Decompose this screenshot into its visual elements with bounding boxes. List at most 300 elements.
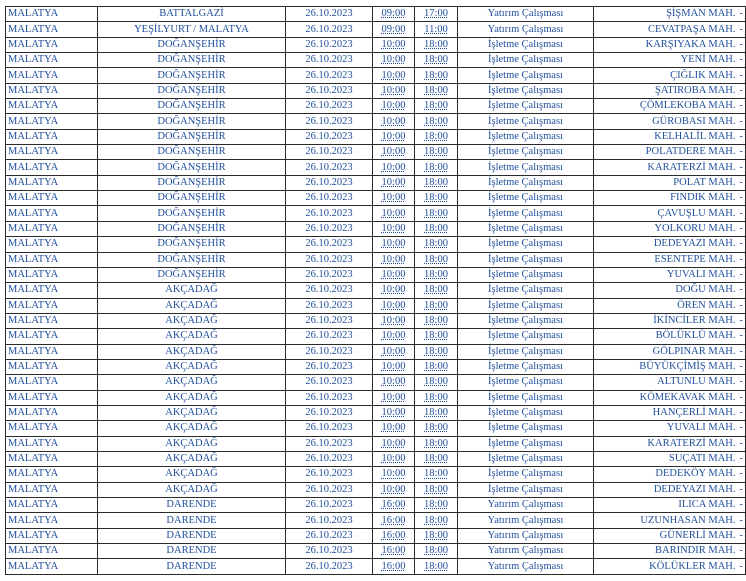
- neighborhood-cell: [594, 37, 746, 52]
- table-row: [6, 482, 746, 497]
- end-time: 18:00: [424, 269, 448, 281]
- table-row: [6, 175, 746, 190]
- date-cell: 26.10.2023: [286, 237, 373, 252]
- start-time-cell: [373, 237, 415, 252]
- end-time-cell: [415, 421, 458, 436]
- province-cell: MALATYA: [6, 313, 98, 328]
- separator-dash: -: [739, 253, 743, 265]
- end-time: 18:00: [424, 499, 448, 511]
- province-cell: MALATYA: [6, 436, 98, 451]
- date-cell: 26.10.2023: [286, 145, 373, 160]
- neighborhood-cell: [594, 513, 746, 528]
- start-time: 10:00: [381, 284, 406, 296]
- district-cell: DARENDE: [98, 498, 286, 513]
- start-time: 10:00: [381, 269, 406, 281]
- outage-table-body: [6, 7, 746, 575]
- reason-cell: İşletme Çalışması: [458, 99, 594, 114]
- end-time-cell: [415, 145, 458, 160]
- neighborhood-name: GÜROBASI MAH.: [652, 115, 736, 127]
- start-time: 10:00: [381, 54, 406, 66]
- reason-cell: Yatırım Çalışması: [458, 22, 594, 37]
- neighborhood-cell: [594, 22, 746, 37]
- neighborhood-name: KARATERZİ MAH.: [647, 437, 736, 449]
- start-time-cell: [373, 7, 415, 22]
- province-cell: MALATYA: [6, 390, 98, 405]
- end-time-cell: [415, 513, 458, 528]
- end-time-cell: [415, 482, 458, 497]
- separator-dash: -: [739, 54, 743, 66]
- table-row: [6, 344, 746, 359]
- neighborhood-name: YUVALI MAH.: [666, 422, 736, 434]
- end-time-cell: [415, 313, 458, 328]
- reason-cell: İşletme Çalışması: [458, 37, 594, 52]
- reason-cell: İşletme Çalışması: [458, 436, 594, 451]
- neighborhood-name: KELHALİL MAH.: [654, 130, 736, 142]
- district-cell: AKÇADAĞ: [98, 283, 286, 298]
- neighborhood-name: KÖLÜKLER MAH.: [649, 560, 736, 572]
- start-time: 10:00: [381, 146, 406, 158]
- start-time-cell: [373, 498, 415, 513]
- end-time-cell: [415, 252, 458, 267]
- end-time-cell: [415, 498, 458, 513]
- neighborhood-name: ILICA MAH.: [678, 499, 736, 511]
- end-time: 18:00: [424, 176, 448, 188]
- table-row: [6, 498, 746, 513]
- separator-dash: -: [739, 330, 743, 342]
- separator-dash: -: [739, 545, 743, 557]
- end-time-cell: [415, 344, 458, 359]
- end-time: 18:00: [424, 529, 448, 541]
- end-time: 11:00: [424, 23, 448, 35]
- start-time: 10:00: [381, 483, 406, 495]
- province-cell: MALATYA: [6, 68, 98, 83]
- neighborhood-name: ÖREN MAH.: [677, 299, 736, 311]
- reason-cell: İşletme Çalışması: [458, 160, 594, 175]
- separator-dash: -: [739, 391, 743, 403]
- separator-dash: -: [739, 269, 743, 281]
- district-cell: DOĞANŞEHİR: [98, 206, 286, 221]
- province-cell: MALATYA: [6, 498, 98, 513]
- date-cell: 26.10.2023: [286, 359, 373, 374]
- reason-cell: İşletme Çalışması: [458, 451, 594, 466]
- separator-dash: -: [739, 23, 743, 35]
- date-cell: 26.10.2023: [286, 467, 373, 482]
- neighborhood-cell: [594, 83, 746, 98]
- start-time: 10:00: [381, 376, 406, 388]
- end-time-cell: [415, 390, 458, 405]
- separator-dash: -: [739, 514, 743, 526]
- neighborhood-name: YUVALI MAH.: [666, 269, 736, 281]
- start-time: 10:00: [381, 192, 406, 204]
- province-cell: MALATYA: [6, 405, 98, 420]
- neighborhood-cell: [594, 436, 746, 451]
- table-row: [6, 252, 746, 267]
- neighborhood-name: POLATDERE MAH.: [645, 146, 736, 158]
- neighborhood-cell: [594, 405, 746, 420]
- date-cell: 26.10.2023: [286, 421, 373, 436]
- end-time-cell: [415, 191, 458, 206]
- start-time: 10:00: [381, 315, 406, 327]
- neighborhood-name: KARATERZİ MAH.: [647, 161, 736, 173]
- province-cell: MALATYA: [6, 513, 98, 528]
- end-time: 18:00: [424, 299, 448, 311]
- province-cell: MALATYA: [6, 544, 98, 559]
- end-time-cell: [415, 129, 458, 144]
- table-row: [6, 53, 746, 68]
- start-time: 10:00: [381, 84, 406, 96]
- start-time-cell: [373, 145, 415, 160]
- end-time: 18:00: [424, 407, 448, 419]
- start-time-cell: [373, 160, 415, 175]
- separator-dash: -: [739, 161, 743, 173]
- district-cell: AKÇADAĞ: [98, 329, 286, 344]
- province-cell: MALATYA: [6, 451, 98, 466]
- end-time-cell: [415, 359, 458, 374]
- district-cell: DOĞANŞEHİR: [98, 37, 286, 52]
- district-cell: DARENDE: [98, 559, 286, 574]
- start-time: 10:00: [381, 407, 406, 419]
- date-cell: 26.10.2023: [286, 559, 373, 574]
- district-cell: AKÇADAĞ: [98, 313, 286, 328]
- table-row: [6, 191, 746, 206]
- start-time-cell: [373, 252, 415, 267]
- neighborhood-cell: [594, 375, 746, 390]
- table-row: [6, 451, 746, 466]
- separator-dash: -: [739, 84, 743, 96]
- end-time-cell: [415, 160, 458, 175]
- end-time-cell: [415, 114, 458, 129]
- district-cell: DOĞANŞEHİR: [98, 160, 286, 175]
- start-time-cell: [373, 206, 415, 221]
- date-cell: 26.10.2023: [286, 99, 373, 114]
- separator-dash: -: [739, 222, 743, 234]
- start-time: 10:00: [381, 391, 406, 403]
- province-cell: MALATYA: [6, 114, 98, 129]
- start-time-cell: [373, 99, 415, 114]
- end-time: 18:00: [424, 468, 448, 480]
- start-time: 09:00: [381, 23, 406, 35]
- table-row: [6, 129, 746, 144]
- start-time-cell: [373, 390, 415, 405]
- reason-cell: İşletme Çalışması: [458, 390, 594, 405]
- start-time-cell: [373, 68, 415, 83]
- end-time: 18:00: [424, 560, 448, 572]
- end-time-cell: [415, 267, 458, 282]
- district-cell: DARENDE: [98, 544, 286, 559]
- reason-cell: İşletme Çalışması: [458, 405, 594, 420]
- start-time-cell: [373, 482, 415, 497]
- neighborhood-name: FINDIK MAH.: [670, 192, 736, 204]
- district-cell: AKÇADAĞ: [98, 451, 286, 466]
- neighborhood-name: DEDEYAZI MAH.: [653, 238, 736, 250]
- district-cell: DOĞANŞEHİR: [98, 145, 286, 160]
- reason-cell: İşletme Çalışması: [458, 175, 594, 190]
- start-time: 10:00: [381, 115, 406, 127]
- neighborhood-cell: [594, 145, 746, 160]
- separator-dash: -: [739, 422, 743, 434]
- end-time: 18:00: [424, 545, 448, 557]
- district-cell: DOĞANŞEHİR: [98, 267, 286, 282]
- district-cell: AKÇADAĞ: [98, 344, 286, 359]
- end-time: 18:00: [424, 514, 448, 526]
- separator-dash: -: [739, 315, 743, 327]
- reason-cell: İşletme Çalışması: [458, 206, 594, 221]
- district-cell: AKÇADAĞ: [98, 405, 286, 420]
- table-row: [6, 99, 746, 114]
- district-cell: AKÇADAĞ: [98, 375, 286, 390]
- table-row: [6, 22, 746, 37]
- start-time: 10:00: [381, 253, 406, 265]
- end-time-cell: [415, 375, 458, 390]
- start-time-cell: [373, 53, 415, 68]
- district-cell: DARENDE: [98, 513, 286, 528]
- district-cell: DOĞANŞEHİR: [98, 221, 286, 236]
- neighborhood-cell: [594, 467, 746, 482]
- start-time: 10:00: [381, 69, 406, 81]
- table-row: [6, 467, 746, 482]
- district-cell: AKÇADAĞ: [98, 359, 286, 374]
- neighborhood-name: DEDEYAZI MAH.: [653, 483, 736, 495]
- neighborhood-cell: [594, 99, 746, 114]
- start-time-cell: [373, 37, 415, 52]
- start-time: 10:00: [381, 422, 406, 434]
- end-time: 18:00: [424, 483, 448, 495]
- district-cell: DOĞANŞEHİR: [98, 191, 286, 206]
- neighborhood-cell: [594, 175, 746, 190]
- date-cell: 26.10.2023: [286, 436, 373, 451]
- end-time-cell: [415, 53, 458, 68]
- date-cell: 26.10.2023: [286, 191, 373, 206]
- neighborhood-name: BÜYÜKÇİMİŞ MAH.: [639, 361, 736, 373]
- reason-cell: İşletme Çalışması: [458, 68, 594, 83]
- outage-table: [5, 6, 746, 575]
- province-cell: MALATYA: [6, 344, 98, 359]
- province-cell: MALATYA: [6, 329, 98, 344]
- start-time-cell: [373, 559, 415, 574]
- neighborhood-name: UZUNHASAN MAH.: [640, 514, 736, 526]
- end-time-cell: [415, 175, 458, 190]
- separator-dash: -: [739, 38, 743, 50]
- neighborhood-cell: [594, 451, 746, 466]
- end-time-cell: [415, 329, 458, 344]
- province-cell: MALATYA: [6, 83, 98, 98]
- table-row: [6, 7, 746, 22]
- province-cell: MALATYA: [6, 191, 98, 206]
- province-cell: MALATYA: [6, 221, 98, 236]
- neighborhood-name: DOĞU MAH.: [675, 284, 736, 296]
- neighborhood-name: YOLKORU MAH.: [654, 222, 736, 234]
- neighborhood-cell: [594, 390, 746, 405]
- separator-dash: -: [739, 453, 743, 465]
- end-time-cell: [415, 99, 458, 114]
- province-cell: MALATYA: [6, 129, 98, 144]
- separator-dash: -: [739, 560, 743, 572]
- district-cell: DOĞANŞEHİR: [98, 83, 286, 98]
- end-time-cell: [415, 298, 458, 313]
- district-cell: DOĞANŞEHİR: [98, 99, 286, 114]
- end-time: 18:00: [424, 391, 448, 403]
- date-cell: 26.10.2023: [286, 544, 373, 559]
- province-cell: MALATYA: [6, 160, 98, 175]
- province-cell: MALATYA: [6, 99, 98, 114]
- date-cell: 26.10.2023: [286, 221, 373, 236]
- neighborhood-cell: [594, 528, 746, 543]
- start-time-cell: [373, 513, 415, 528]
- date-cell: 26.10.2023: [286, 22, 373, 37]
- neighborhood-cell: [594, 544, 746, 559]
- province-cell: MALATYA: [6, 206, 98, 221]
- district-cell: AKÇADAĞ: [98, 298, 286, 313]
- end-time-cell: [415, 544, 458, 559]
- date-cell: 26.10.2023: [286, 267, 373, 282]
- neighborhood-name: ESENTEPE MAH.: [654, 253, 736, 265]
- date-cell: 26.10.2023: [286, 252, 373, 267]
- start-time-cell: [373, 421, 415, 436]
- start-time: 10:00: [381, 222, 406, 234]
- table-row: [6, 145, 746, 160]
- date-cell: 26.10.2023: [286, 114, 373, 129]
- neighborhood-cell: [594, 559, 746, 574]
- end-time-cell: [415, 436, 458, 451]
- neighborhood-name: KÖMEKAVAK MAH.: [639, 391, 736, 403]
- reason-cell: İşletme Çalışması: [458, 421, 594, 436]
- start-time-cell: [373, 175, 415, 190]
- district-cell: BATTALGAZİ: [98, 7, 286, 22]
- end-time: 18:00: [424, 54, 448, 66]
- province-cell: MALATYA: [6, 252, 98, 267]
- start-time: 10:00: [381, 207, 406, 219]
- district-cell: DOĞANŞEHİR: [98, 68, 286, 83]
- start-time: 10:00: [381, 468, 406, 480]
- district-cell: YEŞİLYURT / MALATYA: [98, 22, 286, 37]
- reason-cell: İşletme Çalışması: [458, 252, 594, 267]
- separator-dash: -: [739, 207, 743, 219]
- neighborhood-cell: [594, 53, 746, 68]
- table-row: [6, 206, 746, 221]
- reason-cell: İşletme Çalışması: [458, 237, 594, 252]
- province-cell: MALATYA: [6, 298, 98, 313]
- separator-dash: -: [739, 130, 743, 142]
- date-cell: 26.10.2023: [286, 298, 373, 313]
- start-time-cell: [373, 22, 415, 37]
- province-cell: MALATYA: [6, 145, 98, 160]
- start-time-cell: [373, 375, 415, 390]
- start-time: 10:00: [381, 176, 406, 188]
- table-row: [6, 37, 746, 52]
- date-cell: 26.10.2023: [286, 528, 373, 543]
- date-cell: 26.10.2023: [286, 37, 373, 52]
- separator-dash: -: [739, 468, 743, 480]
- end-time: 18:00: [424, 69, 448, 81]
- table-row: [6, 313, 746, 328]
- end-time-cell: [415, 68, 458, 83]
- neighborhood-cell: [594, 298, 746, 313]
- reason-cell: İşletme Çalışması: [458, 267, 594, 282]
- reason-cell: İşletme Çalışması: [458, 83, 594, 98]
- reason-cell: İşletme Çalışması: [458, 359, 594, 374]
- start-time-cell: [373, 405, 415, 420]
- table-row: [6, 559, 746, 574]
- end-time: 18:00: [424, 238, 448, 250]
- separator-dash: -: [739, 483, 743, 495]
- province-cell: MALATYA: [6, 528, 98, 543]
- province-cell: MALATYA: [6, 375, 98, 390]
- neighborhood-cell: [594, 221, 746, 236]
- neighborhood-cell: [594, 206, 746, 221]
- start-time: 16:00: [381, 499, 406, 511]
- district-cell: DOĞANŞEHİR: [98, 252, 286, 267]
- end-time-cell: [415, 22, 458, 37]
- end-time: 18:00: [424, 192, 448, 204]
- province-cell: MALATYA: [6, 37, 98, 52]
- separator-dash: -: [739, 284, 743, 296]
- table-row: [6, 83, 746, 98]
- province-cell: MALATYA: [6, 7, 98, 22]
- date-cell: 26.10.2023: [286, 329, 373, 344]
- table-row: [6, 436, 746, 451]
- reason-cell: İşletme Çalışması: [458, 313, 594, 328]
- reason-cell: İşletme Çalışması: [458, 482, 594, 497]
- reason-cell: Yatırım Çalışması: [458, 498, 594, 513]
- separator-dash: -: [739, 115, 743, 127]
- date-cell: 26.10.2023: [286, 7, 373, 22]
- reason-cell: Yatırım Çalışması: [458, 544, 594, 559]
- date-cell: 26.10.2023: [286, 390, 373, 405]
- end-time: 18:00: [424, 38, 448, 50]
- date-cell: 26.10.2023: [286, 68, 373, 83]
- table-row: [6, 421, 746, 436]
- start-time: 16:00: [381, 545, 406, 557]
- table-row: [6, 114, 746, 129]
- end-time: 18:00: [424, 345, 448, 357]
- neighborhood-name: BÖLÜKLÜ MAH.: [655, 330, 736, 342]
- end-time: 18:00: [424, 100, 448, 112]
- start-time: 10:00: [381, 100, 406, 112]
- neighborhood-cell: [594, 283, 746, 298]
- reason-cell: İşletme Çalışması: [458, 114, 594, 129]
- end-time: 18:00: [424, 361, 448, 373]
- end-time: 18:00: [424, 222, 448, 234]
- end-time: 18:00: [424, 376, 448, 388]
- end-time-cell: [415, 237, 458, 252]
- end-time: 18:00: [424, 146, 448, 158]
- start-time-cell: [373, 359, 415, 374]
- start-time: 10:00: [381, 361, 406, 373]
- neighborhood-name: DEDEKÖY MAH.: [655, 468, 736, 480]
- date-cell: 26.10.2023: [286, 513, 373, 528]
- separator-dash: -: [739, 407, 743, 419]
- date-cell: 26.10.2023: [286, 83, 373, 98]
- start-time-cell: [373, 436, 415, 451]
- end-time-cell: [415, 405, 458, 420]
- date-cell: 26.10.2023: [286, 344, 373, 359]
- table-row: [6, 544, 746, 559]
- start-time: 16:00: [381, 529, 406, 541]
- start-time: 10:00: [381, 345, 406, 357]
- neighborhood-name: ALTUNLU MAH.: [657, 376, 736, 388]
- neighborhood-name: GÖLPINAR MAH.: [652, 345, 736, 357]
- district-cell: DARENDE: [98, 528, 286, 543]
- separator-dash: -: [739, 437, 743, 449]
- table-row: [6, 237, 746, 252]
- separator-dash: -: [739, 345, 743, 357]
- separator-dash: -: [739, 361, 743, 373]
- end-time: 18:00: [424, 253, 448, 265]
- neighborhood-name: POLAT MAH.: [673, 176, 736, 188]
- end-time-cell: [415, 7, 458, 22]
- reason-cell: Yatırım Çalışması: [458, 528, 594, 543]
- district-cell: DOĞANŞEHİR: [98, 237, 286, 252]
